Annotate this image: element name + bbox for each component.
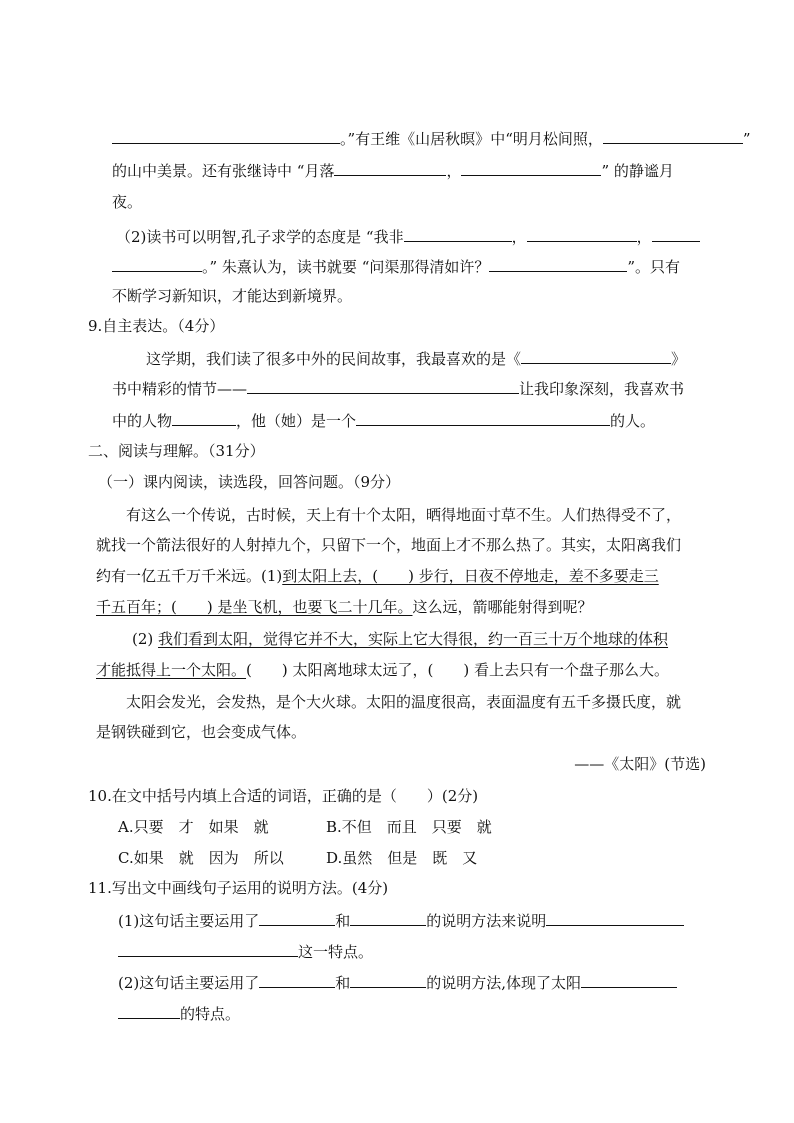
q11-title: 11.写出文中画线句子运用的说明方法。(4分) [88,879,389,897]
poem-line-3: 夜。 [112,193,143,211]
answer-blank[interactable] [652,226,700,242]
section-2-title: 二、阅读与理解。（31分） [88,442,265,460]
q11-subquestion-1-cont: 这一特点。 [118,941,373,962]
q9-line-3: 中的人物 ，他（她）是一个 的人。 [112,412,656,430]
passage-1-title: （一）课内阅读，读选段，回答问题。（9分） [98,473,401,491]
q10-option-d[interactable]: D.虽然 但是 既 又 [326,849,478,867]
answer-blank[interactable] [356,410,610,426]
q9-line-1: 这学期，我们读了很多中外的民间故事，我最喜欢的是《 》 [146,350,687,368]
passage-para-1-line-3: 约有一亿五千万千米远。(1)到太阳上去，( ) 步行，日夜不停地走，差不多要走三 [96,567,659,585]
q10-option-a[interactable]: A.只要 才 如果 就 [118,818,269,836]
answer-blank[interactable] [118,941,298,957]
answer-blank[interactable] [259,972,335,988]
q10-option-b[interactable]: B.不但 而且 只要 就 [326,818,492,836]
poem-line-5: 。” 朱熹认为，读书就要 “问渠那得清如许？ ”。只有 [112,256,680,277]
underlined-sentence-2: 我们看到太阳，觉得它并不大，实际上它大得很，约一百三十万个地球的体积 [158,630,669,648]
q11-subquestion-2-cont: 的特点。 [118,1003,240,1024]
passage-para-2-line-1: (2) 我们看到太阳，觉得它并不大，实际上它大得很，约一百三十万个地球的体积 [132,630,669,648]
q9-line-2: 书中精彩的情节—— 让我印象深刻，我喜欢书 [112,380,685,398]
poem-line-4: （2)读书可以明智,孔子求学的态度是 “我非 ， ， [116,226,700,247]
answer-blank[interactable] [527,226,637,242]
passage-para-1-line-1: 有这么一个传说，古时候，天上有十个太阳，晒得地面寸草不生。人们热得受不了， [126,506,682,524]
answer-blank[interactable] [247,378,519,394]
underlined-sentence-1: 到太阳上去，( ) 步行，日夜不停地走，差不多要走三 [282,567,659,585]
answer-blank[interactable] [112,128,340,144]
answer-blank[interactable] [546,910,684,926]
answer-blank[interactable] [112,256,202,272]
answer-blank[interactable] [259,910,335,926]
q11-subquestion-1: (1)这句话主要运用了 和 的说明方法来说明 [118,910,684,931]
answer-blank[interactable] [461,160,601,176]
q10-option-c[interactable]: C.如果 就 因为 所以 [118,849,284,867]
answer-blank[interactable] [118,1003,180,1019]
poem-line-2: 的山中美景。还有张继诗中 “月落 ， ” 的静谧月 [112,162,674,180]
answer-blank[interactable] [404,226,512,242]
passage-para-2-line-2: 才能抵得上一个太阳。( ) 太阳离地球太远了，( ) 看上去只有一个盘子那么大。 [96,661,669,679]
answer-blank[interactable] [350,972,426,988]
passage-source: ——《太阳》(节选) [574,755,706,773]
answer-blank[interactable] [350,910,426,926]
underlined-sentence-1-cont: 千五百年；( ) 是坐飞机，也要飞二十几年。 [96,598,413,616]
q11-subquestion-2: (2)这句话主要运用了 和 的说明方法,体现了太阳 [118,972,677,993]
poem-line-1: 。”有王维《山居秋暝》中“明月松间照， ” [112,128,751,149]
answer-blank[interactable] [489,256,627,272]
answer-blank[interactable] [521,348,671,364]
q9-title: 9.自主表达。（4分） [88,317,225,335]
passage-para-1-line-4: 千五百年；( ) 是坐飞机，也要飞二十几年。这么远，箭哪能射得到呢？ [96,598,593,616]
passage-para-3-line-2: 是钢铁碰到它，也会变成气体。 [96,723,307,741]
answer-blank[interactable] [581,972,677,988]
underlined-sentence-2-cont: 才能抵得上一个太阳。 [96,661,247,679]
passage-para-1-line-2: 就找一个箭法很好的人射掉九个，只留下一个，地面上才不那么热了。其实，太阳离我们 [96,536,682,554]
answer-blank[interactable] [172,410,236,426]
passage-para-3-line-1: 太阳会发光，会发热，是个大火球。太阳的温度很高，表面温度有五千多摄氏度，就 [126,693,682,711]
answer-blank[interactable] [334,160,446,176]
poem-line-6: 不断学习新知识，才能达到新境界。 [112,287,353,305]
answer-blank[interactable] [603,128,743,144]
q10-title: 10.在文中括号内填上合适的词语，正确的是（ ）(2分) [88,787,479,805]
